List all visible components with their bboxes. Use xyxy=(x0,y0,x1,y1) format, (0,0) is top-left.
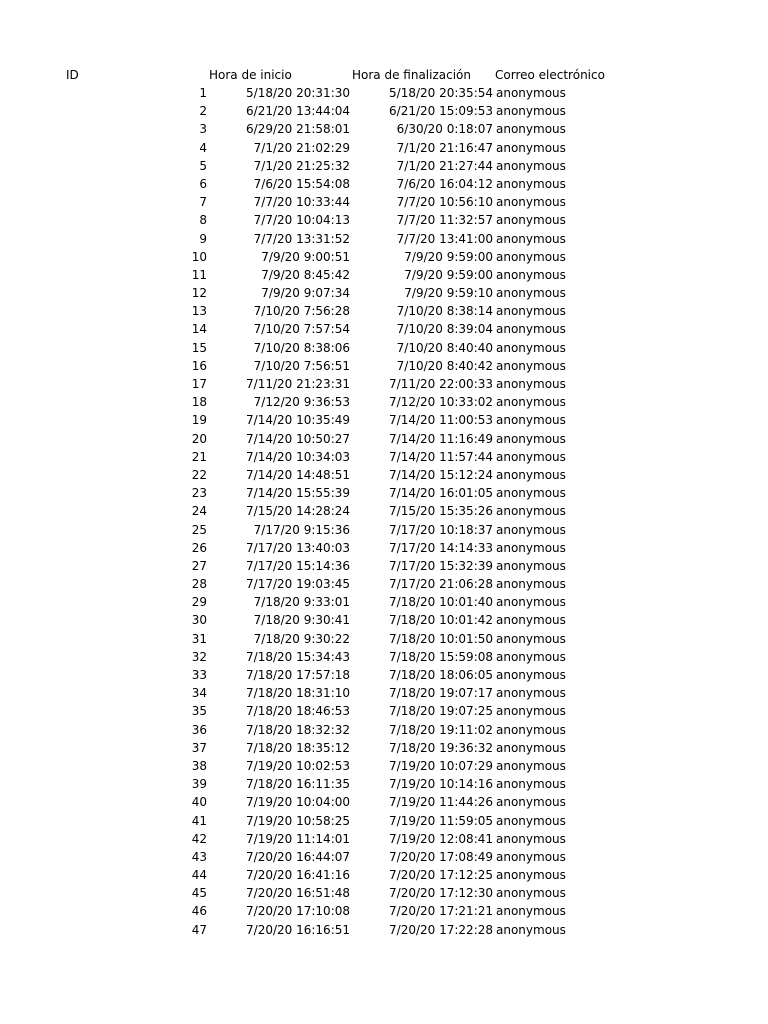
cell-email: anonymous xyxy=(496,795,566,810)
table-row xyxy=(0,793,768,811)
cell-id: 7 xyxy=(199,195,207,210)
cell-start-time: 7/18/20 17:57:18 xyxy=(246,668,350,682)
table-row xyxy=(0,375,768,393)
cell-email: anonymous xyxy=(496,176,566,191)
table-header xyxy=(0,66,768,84)
cell-end-time: 7/7/20 10:56:10 xyxy=(396,195,493,210)
cell-id: 8 xyxy=(199,213,207,228)
cell-email: anonymous xyxy=(496,504,566,519)
table-row xyxy=(0,157,768,175)
cell-id: 16 xyxy=(191,358,207,373)
cell-email: anonymous xyxy=(496,304,566,319)
cell-id: 3 xyxy=(199,122,207,137)
table-row xyxy=(0,248,768,266)
cell-end-time: 7/10/20 8:40:40 xyxy=(396,340,493,355)
cell-start-time: 7/7/20 13:31:52 xyxy=(253,231,350,246)
cell-end-time: 7/18/20 18:06:05 xyxy=(389,668,493,682)
cell-email: anonymous xyxy=(496,831,566,846)
cell-start-time: 7/14/20 15:55:39 xyxy=(246,486,350,501)
cell-id: 23 xyxy=(191,486,207,501)
table-row xyxy=(0,484,768,502)
cell-email: anonymous xyxy=(496,158,566,173)
cell-id: 11 xyxy=(191,267,207,282)
cell-email: anonymous xyxy=(496,213,566,228)
cell-email: anonymous xyxy=(496,195,566,210)
table-row xyxy=(0,521,768,539)
table-row xyxy=(0,757,768,775)
table-row xyxy=(0,284,768,302)
cell-start-time: 7/19/20 10:04:00 xyxy=(246,795,350,810)
cell-email: anonymous xyxy=(496,377,566,391)
table-row xyxy=(0,593,768,611)
cell-email: anonymous xyxy=(496,540,566,555)
header-end-time: Hora de finalización xyxy=(352,68,471,82)
table-row xyxy=(0,120,768,138)
cell-id: 1 xyxy=(199,86,207,100)
cell-start-time: 7/10/20 7:56:51 xyxy=(253,358,350,373)
cell-start-time: 7/1/20 21:02:29 xyxy=(253,140,350,155)
cell-start-time: 7/18/20 9:30:22 xyxy=(253,631,350,646)
cell-email: anonymous xyxy=(496,267,566,282)
cell-end-time: 7/17/20 15:32:39 xyxy=(389,558,493,573)
table-row xyxy=(0,84,768,102)
table-row xyxy=(0,175,768,193)
table-body xyxy=(0,84,768,939)
cell-id: 25 xyxy=(191,522,207,537)
cell-start-time: 7/18/20 18:46:53 xyxy=(246,704,350,719)
cell-start-time: 6/21/20 13:44:04 xyxy=(246,104,350,119)
table-row xyxy=(0,812,768,830)
cell-end-time: 7/18/20 19:36:32 xyxy=(389,740,493,755)
cell-end-time: 7/1/20 21:27:44 xyxy=(396,158,493,173)
cell-start-time: 7/18/20 15:34:43 xyxy=(246,649,350,664)
cell-id: 10 xyxy=(191,249,207,264)
cell-end-time: 7/19/20 11:59:05 xyxy=(389,813,493,828)
cell-end-time: 7/6/20 16:04:12 xyxy=(396,176,493,191)
cell-start-time: 7/20/20 16:16:51 xyxy=(246,922,350,937)
cell-start-time: 7/18/20 18:31:10 xyxy=(246,686,350,701)
table-row xyxy=(0,430,768,448)
cell-end-time: 7/18/20 19:07:25 xyxy=(389,704,493,719)
cell-id: 45 xyxy=(191,886,207,901)
cell-email: anonymous xyxy=(496,340,566,355)
cell-start-time: 7/10/20 8:38:06 xyxy=(253,340,350,355)
cell-end-time: 7/20/20 17:12:30 xyxy=(389,886,493,901)
cell-start-time: 7/1/20 21:25:32 xyxy=(253,158,350,173)
cell-email: anonymous xyxy=(496,413,566,428)
cell-start-time: 7/19/20 10:02:53 xyxy=(246,758,350,773)
table-row xyxy=(0,466,768,484)
cell-id: 34 xyxy=(191,686,207,701)
table-row xyxy=(0,648,768,666)
cell-id: 14 xyxy=(191,322,207,337)
cell-start-time: 7/18/20 16:11:35 xyxy=(246,777,350,792)
cell-id: 24 xyxy=(191,504,207,519)
cell-start-time: 7/20/20 16:41:16 xyxy=(246,868,350,883)
cell-email: anonymous xyxy=(496,886,566,901)
table-row xyxy=(0,830,768,848)
cell-email: anonymous xyxy=(496,522,566,537)
cell-start-time: 7/18/20 9:30:41 xyxy=(253,613,350,628)
cell-id: 21 xyxy=(191,449,207,464)
cell-email: anonymous xyxy=(496,868,566,883)
cell-id: 41 xyxy=(191,813,207,828)
cell-start-time: 7/9/20 8:45:42 xyxy=(261,267,350,282)
cell-id: 27 xyxy=(191,558,207,573)
cell-end-time: 6/30/20 0:18:07 xyxy=(396,122,493,137)
cell-start-time: 7/9/20 9:07:34 xyxy=(261,286,350,301)
cell-email: anonymous xyxy=(496,449,566,464)
table-row xyxy=(0,866,768,884)
cell-start-time: 5/18/20 20:31:30 xyxy=(246,86,350,100)
cell-email: anonymous xyxy=(496,358,566,373)
cell-id: 35 xyxy=(191,704,207,719)
cell-end-time: 7/9/20 9:59:00 xyxy=(404,249,493,264)
cell-id: 15 xyxy=(191,340,207,355)
cell-email: anonymous xyxy=(496,595,566,610)
cell-email: anonymous xyxy=(496,104,566,119)
cell-start-time: 7/15/20 14:28:24 xyxy=(246,504,350,519)
cell-email: anonymous xyxy=(496,249,566,264)
table-row xyxy=(0,721,768,739)
table-row xyxy=(0,411,768,429)
cell-end-time: 7/14/20 11:00:53 xyxy=(389,413,493,428)
cell-email: anonymous xyxy=(496,86,566,100)
cell-start-time: 7/10/20 7:57:54 xyxy=(253,322,350,337)
cell-email: anonymous xyxy=(496,395,566,410)
cell-email: anonymous xyxy=(496,740,566,755)
table-row xyxy=(0,302,768,320)
cell-start-time: 7/20/20 16:44:07 xyxy=(246,849,350,864)
header-id: ID xyxy=(66,68,79,82)
cell-end-time: 7/10/20 8:40:42 xyxy=(396,358,493,373)
cell-id: 28 xyxy=(191,577,207,592)
cell-start-time: 7/14/20 10:35:49 xyxy=(246,413,350,428)
cell-end-time: 7/20/20 17:21:21 xyxy=(389,904,493,919)
cell-end-time: 7/14/20 11:16:49 xyxy=(389,431,493,446)
cell-end-time: 7/14/20 11:57:44 xyxy=(389,449,493,464)
table-row xyxy=(0,848,768,866)
cell-start-time: 7/19/20 10:58:25 xyxy=(246,813,350,828)
cell-id: 37 xyxy=(191,740,207,755)
cell-start-time: 7/17/20 13:40:03 xyxy=(246,540,350,555)
cell-end-time: 7/19/20 11:44:26 xyxy=(389,795,493,810)
cell-id: 38 xyxy=(191,758,207,773)
table-row xyxy=(0,611,768,629)
table-row xyxy=(0,339,768,357)
cell-end-time: 6/21/20 15:09:53 xyxy=(389,104,493,119)
cell-end-time: 7/7/20 11:32:57 xyxy=(396,213,493,228)
cell-email: anonymous xyxy=(496,649,566,664)
cell-end-time: 7/20/20 17:08:49 xyxy=(389,849,493,864)
cell-start-time: 7/18/20 18:32:32 xyxy=(246,722,350,737)
cell-id: 44 xyxy=(191,868,207,883)
table-row xyxy=(0,575,768,593)
table-row xyxy=(0,393,768,411)
cell-end-time: 7/18/20 10:01:40 xyxy=(389,595,493,610)
cell-id: 43 xyxy=(191,849,207,864)
cell-id: 32 xyxy=(191,649,207,664)
cell-end-time: 7/18/20 10:01:42 xyxy=(389,613,493,628)
cell-email: anonymous xyxy=(496,631,566,646)
cell-id: 29 xyxy=(191,595,207,610)
cell-email: anonymous xyxy=(496,777,566,792)
cell-start-time: 7/18/20 18:35:12 xyxy=(246,740,350,755)
cell-end-time: 7/14/20 15:12:24 xyxy=(389,467,493,482)
table-row xyxy=(0,539,768,557)
cell-id: 36 xyxy=(191,722,207,737)
table-row xyxy=(0,502,768,520)
cell-id: 18 xyxy=(191,395,207,410)
cell-email: anonymous xyxy=(496,722,566,737)
cell-start-time: 7/14/20 14:48:51 xyxy=(246,467,350,482)
table-row xyxy=(0,211,768,229)
cell-end-time: 7/10/20 8:38:14 xyxy=(396,304,493,319)
header-email: Correo electrónico xyxy=(495,68,605,82)
cell-id: 4 xyxy=(199,140,207,155)
table-row xyxy=(0,448,768,466)
cell-email: anonymous xyxy=(496,849,566,864)
cell-email: anonymous xyxy=(496,613,566,628)
cell-start-time: 7/9/20 9:00:51 xyxy=(261,249,350,264)
cell-end-time: 7/19/20 10:14:16 xyxy=(389,777,493,792)
cell-start-time: 7/12/20 9:36:53 xyxy=(253,395,350,410)
cell-id: 46 xyxy=(191,904,207,919)
cell-start-time: 6/29/20 21:58:01 xyxy=(246,122,350,137)
cell-end-time: 7/17/20 14:14:33 xyxy=(389,540,493,555)
table-row xyxy=(0,230,768,248)
cell-email: anonymous xyxy=(496,322,566,337)
cell-start-time: 7/19/20 11:14:01 xyxy=(246,831,350,846)
cell-email: anonymous xyxy=(496,431,566,446)
cell-id: 42 xyxy=(191,831,207,846)
cell-start-time: 7/10/20 7:56:28 xyxy=(253,304,350,319)
table-row xyxy=(0,193,768,211)
table-row xyxy=(0,557,768,575)
cell-id: 33 xyxy=(191,668,207,682)
cell-start-time: 7/17/20 19:03:45 xyxy=(246,577,350,592)
cell-email: anonymous xyxy=(496,704,566,719)
cell-end-time: 7/12/20 10:33:02 xyxy=(389,395,493,410)
cell-end-time: 7/18/20 19:07:17 xyxy=(389,686,493,701)
cell-start-time: 7/20/20 16:51:48 xyxy=(246,886,350,901)
table-row xyxy=(0,102,768,120)
cell-end-time: 7/15/20 15:35:26 xyxy=(389,504,493,519)
cell-id: 2 xyxy=(199,104,207,119)
cell-email: anonymous xyxy=(496,813,566,828)
cell-end-time: 7/19/20 10:07:29 xyxy=(389,758,493,773)
cell-end-time: 5/18/20 20:35:54 xyxy=(389,86,493,100)
cell-id: 40 xyxy=(191,795,207,810)
cell-id: 5 xyxy=(199,158,207,173)
cell-end-time: 7/9/20 9:59:00 xyxy=(404,267,493,282)
cell-email: anonymous xyxy=(496,286,566,301)
cell-email: anonymous xyxy=(496,922,566,937)
cell-id: 6 xyxy=(199,176,207,191)
cell-id: 17 xyxy=(191,377,207,391)
cell-email: anonymous xyxy=(496,558,566,573)
cell-id: 39 xyxy=(191,777,207,792)
cell-start-time: 7/14/20 10:50:27 xyxy=(246,431,350,446)
table-row xyxy=(0,884,768,902)
cell-start-time: 7/14/20 10:34:03 xyxy=(246,449,350,464)
cell-id: 20 xyxy=(191,431,207,446)
cell-id: 22 xyxy=(191,467,207,482)
cell-end-time: 7/9/20 9:59:10 xyxy=(404,286,493,301)
cell-id: 31 xyxy=(191,631,207,646)
cell-id: 26 xyxy=(191,540,207,555)
cell-end-time: 7/17/20 21:06:28 xyxy=(389,577,493,592)
cell-email: anonymous xyxy=(496,904,566,919)
cell-end-time: 7/18/20 10:01:50 xyxy=(389,631,493,646)
cell-email: anonymous xyxy=(496,467,566,482)
cell-email: anonymous xyxy=(496,686,566,701)
cell-id: 30 xyxy=(191,613,207,628)
table-row xyxy=(0,666,768,684)
table-row xyxy=(0,902,768,920)
cell-end-time: 7/10/20 8:39:04 xyxy=(396,322,493,337)
cell-id: 9 xyxy=(199,231,207,246)
cell-end-time: 7/11/20 22:00:33 xyxy=(389,377,493,391)
cell-end-time: 7/20/20 17:12:25 xyxy=(389,868,493,883)
table-row xyxy=(0,139,768,157)
table-row xyxy=(0,684,768,702)
cell-email: anonymous xyxy=(496,140,566,155)
cell-email: anonymous xyxy=(496,758,566,773)
cell-start-time: 7/17/20 9:15:36 xyxy=(253,522,350,537)
cell-start-time: 7/6/20 15:54:08 xyxy=(253,176,350,191)
cell-start-time: 7/18/20 9:33:01 xyxy=(253,595,350,610)
cell-start-time: 7/11/20 21:23:31 xyxy=(246,377,350,391)
table-row xyxy=(0,266,768,284)
cell-start-time: 7/7/20 10:33:44 xyxy=(253,195,350,210)
cell-end-time: 7/18/20 15:59:08 xyxy=(389,649,493,664)
cell-end-time: 7/18/20 19:11:02 xyxy=(389,722,493,737)
cell-end-time: 7/17/20 10:18:37 xyxy=(389,522,493,537)
cell-id: 12 xyxy=(191,286,207,301)
table-row xyxy=(0,357,768,375)
table-row xyxy=(0,702,768,720)
cell-email: anonymous xyxy=(496,486,566,501)
table-row xyxy=(0,921,768,939)
cell-email: anonymous xyxy=(496,668,566,682)
cell-end-time: 7/1/20 21:16:47 xyxy=(396,140,493,155)
table-row xyxy=(0,320,768,338)
table-row xyxy=(0,630,768,648)
header-start-time: Hora de inicio xyxy=(209,68,292,82)
cell-start-time: 7/17/20 15:14:36 xyxy=(246,558,350,573)
cell-email: anonymous xyxy=(496,231,566,246)
table-row xyxy=(0,739,768,757)
cell-end-time: 7/19/20 12:08:41 xyxy=(389,831,493,846)
cell-end-time: 7/14/20 16:01:05 xyxy=(389,486,493,501)
cell-start-time: 7/7/20 10:04:13 xyxy=(253,213,350,228)
cell-email: anonymous xyxy=(496,122,566,137)
cell-end-time: 7/20/20 17:22:28 xyxy=(389,922,493,937)
cell-id: 19 xyxy=(191,413,207,428)
cell-start-time: 7/20/20 17:10:08 xyxy=(246,904,350,919)
cell-id: 47 xyxy=(191,922,207,937)
cell-id: 13 xyxy=(191,304,207,319)
cell-end-time: 7/7/20 13:41:00 xyxy=(396,231,493,246)
table-row xyxy=(0,775,768,793)
cell-email: anonymous xyxy=(496,577,566,592)
